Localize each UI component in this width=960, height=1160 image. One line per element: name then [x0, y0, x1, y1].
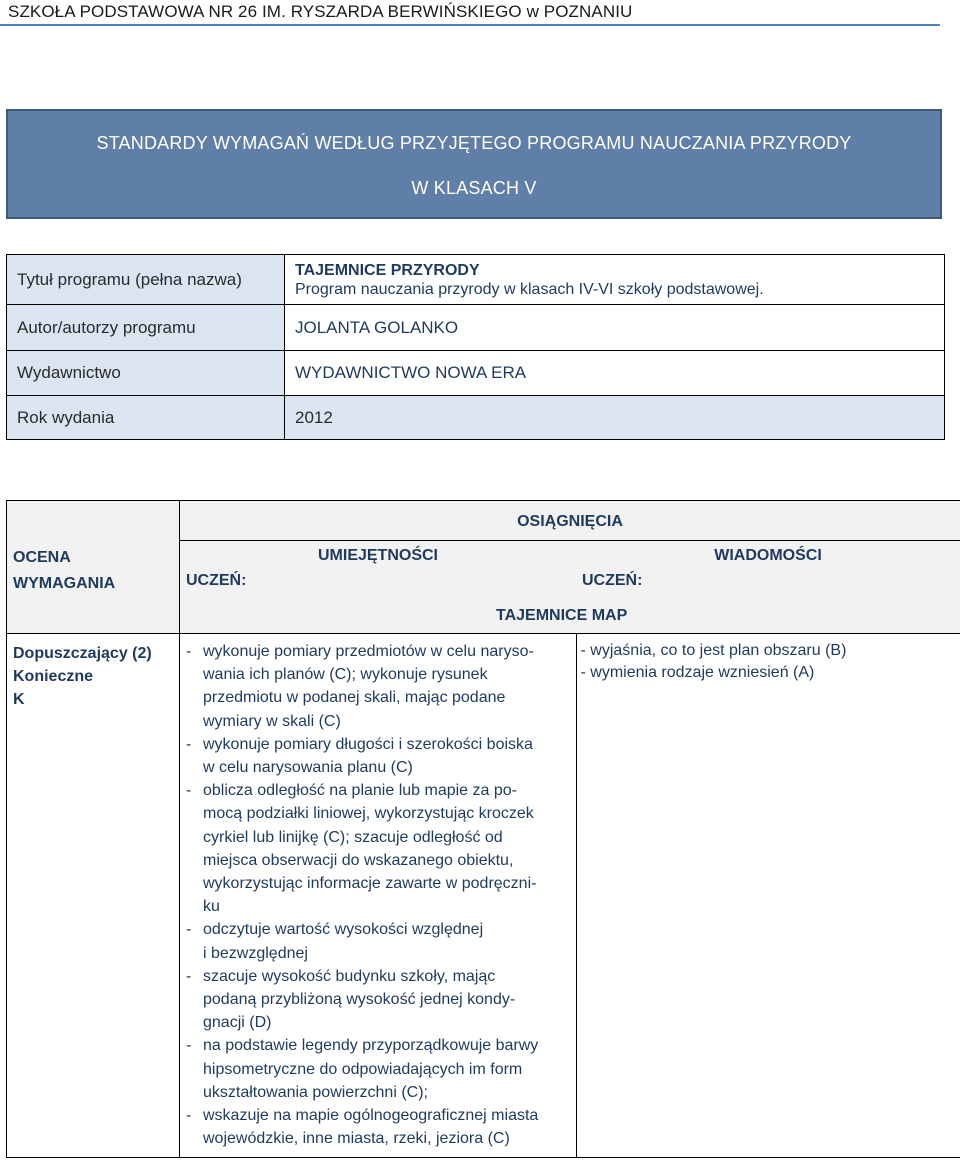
- skill-line: gnacji (D): [203, 1014, 272, 1032]
- skill-line: - wskazuje na mapie ogólnogeograficznej miasta: [203, 1107, 539, 1125]
- skills-label: UMIEJĘTNOŚCI: [317, 547, 438, 564]
- skill-line: cyrkiel lub linijkę (C); szacuje odległość od: [203, 828, 503, 846]
- school-name: SZKOŁA PODSTAWOWA NR 26 IM. RYSZARDA BERWIŃSKIEGO w POZNANIU: [8, 2, 633, 21]
- grade-level-cell: [7, 634, 180, 1158]
- grade-label: OCENA: [13, 549, 71, 566]
- knowledge-item: - wymienia rodzaje wzniesień (A): [581, 662, 957, 684]
- knowledge-student-label: UCZEŃ:: [582, 572, 643, 589]
- knowledge-item: - wyjaśnia, co to jest plan obszaru (B): [581, 640, 957, 662]
- skill-item: [184, 1104, 572, 1150]
- skill-line: wania ich planów (C); wykonuje rysunek: [203, 666, 488, 684]
- skill-line: - szacuje wysokość budynku szkoły, mając: [203, 967, 496, 985]
- requirements-label: WYMAGANIA: [13, 575, 116, 592]
- skill-line: - wykonuje pomiary przedmiotów w celu naryso-: [203, 643, 534, 660]
- skill-line: miejsca obserwacji do wskazanego obiektu,: [203, 851, 514, 869]
- title-banner: [6, 109, 942, 219]
- skill-item: [184, 918, 572, 964]
- skill-line: i bezwzględnej: [203, 944, 308, 962]
- program-info-table: [6, 254, 945, 440]
- skill-line: podaną przybliżoną wysokość jednej kondy-: [203, 991, 516, 1009]
- knowledge-cell: [576, 634, 960, 1157]
- author-label: Autor/autorzy programu: [7, 305, 285, 351]
- skill-item: [184, 733, 572, 779]
- program-title-name: TAJEMNICE PRZYRODY: [295, 261, 480, 279]
- skill-line: ku: [203, 898, 220, 916]
- grade-level-name: Dopuszczający (2): [13, 645, 152, 662]
- grade-level-code: K: [13, 691, 25, 708]
- program-title-label: Tytuł programu (pełna nazwa): [7, 255, 285, 305]
- program-title-description: Program nauczania przyrody w klasach IV-VI szkoły podstawowej.: [295, 280, 764, 298]
- skill-line: - na podstawie legendy przyporządkowuje barwy: [203, 1037, 539, 1055]
- achievements-divider: [180, 540, 960, 541]
- skill-item: [184, 640, 572, 733]
- knowledge-label: WIADOMOŚCI: [714, 547, 822, 564]
- skill-line: hipsometryczne do odpowiadających im form: [203, 1060, 523, 1078]
- author-value: JOLANTA GOLANKO: [285, 305, 945, 351]
- skills-cell: [180, 634, 576, 1157]
- program-title-value: [285, 255, 945, 305]
- skill-item: [184, 1034, 572, 1104]
- banner-subtitle: W KLASACH V: [411, 178, 537, 198]
- skills-student-label: UCZEŃ:: [186, 572, 247, 589]
- skill-item: [184, 965, 572, 1035]
- grade-level-requirement: Konieczne: [13, 668, 94, 685]
- section-title: TAJEMNICE MAP: [496, 607, 628, 624]
- knowledge-list: [581, 640, 957, 684]
- skill-line: wymiary w skali (C): [203, 712, 341, 730]
- year-value: 2012: [285, 396, 945, 440]
- publisher-value: WYDAWNICTWO NOWA ERA: [285, 351, 945, 396]
- skill-line: ukształtowania powierzchni (C);: [203, 1083, 428, 1101]
- skill-line: mocą podziałki liniowej, wykorzystując kroczek: [203, 805, 534, 823]
- skill-line: wojewódzkie, inne miasta, rzeki, jeziora (C): [203, 1130, 510, 1148]
- year-label: Rok wydania: [7, 396, 285, 440]
- banner-title: STANDARDY WYMAGAŃ WEDŁUG PRZYJĘTEGO PROGRAMU NAUCZANIA PRZYRODY: [96, 133, 852, 153]
- skill-line: w celu narysowania planu (C): [203, 759, 413, 777]
- skill-line: przedmiotu w podanej skali, mając podane: [203, 689, 506, 707]
- skill-line: - odczytuje wartość wysokości względnej: [203, 921, 484, 939]
- skill-item: [184, 779, 572, 918]
- achievements-label: OSIĄGNIĘCIA: [517, 513, 623, 530]
- achievements-header: [180, 501, 960, 634]
- achievements-content: [180, 634, 960, 1158]
- skills-list: [184, 640, 572, 1150]
- requirements-table: [6, 500, 960, 1158]
- header-divider: [0, 24, 940, 26]
- publisher-label: Wydawnictwo: [7, 351, 285, 396]
- grade-header: [7, 501, 180, 634]
- skill-line: - oblicza odległość na planie lub mapie za po-: [203, 782, 517, 800]
- skill-line: - wykonuje pomiary długości i szerokości boiska: [203, 735, 533, 753]
- skill-line: wykorzystując informacje zawarte w podręczni-: [203, 875, 537, 893]
